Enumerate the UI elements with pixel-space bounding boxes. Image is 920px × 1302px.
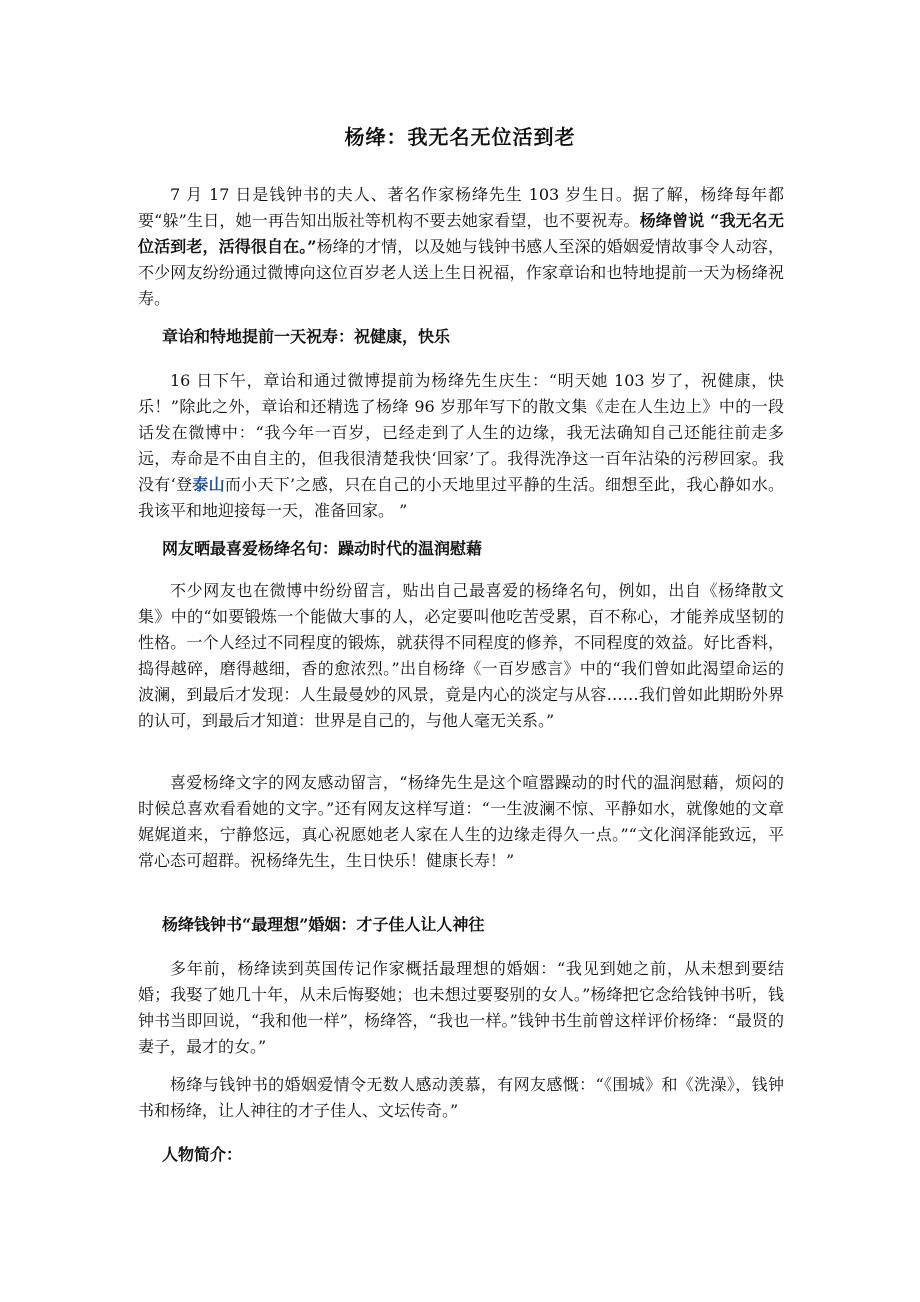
- paragraph-6: 杨绛与钱钟书的婚姻爱情令无数人感动羡慕，有网友感慨：“《围城》和《洗澡》，钱钟书和杨绛，让人神往的才子佳人、文坛传奇。”: [138, 1075, 784, 1120]
- taishan-link[interactable]: 泰山: [192, 475, 225, 494]
- intro-quote-bold: 杨绛曾说 “我无名无位活到老，活得很自在。”: [138, 211, 784, 256]
- paragraph-4: 喜爱杨绛文字的网友感动留言，“杨绛先生是这个喧嚣躁动的时代的温润慰藉，烦闷的时候总喜欢看看她的文字。”还有网友这样写道：“一生波澜不惊、平静如水，就像她的文章娓娓道来，宁静悠远，真心祝愿她老人家在人生的边缘走得久一点。”“文化润泽能致远，平常心态可超群。祝杨绛先生，生日快乐！健康长寿！”: [138, 773, 784, 870]
- section-heading-1: 章诒和特地提前一天祝寿：祝健康，快乐: [162, 327, 451, 346]
- paragraph-2-text-a: 16 日下午，章诒和通过微博提前为杨绛先生庆生：“明天她 103 岁了，祝健康，快乐！”除此之外，章诒和还精选了杨绛 96 岁那年写下的散文集《走在人生边上》中的一段话发在微博中：“我今年一百岁，已经走到了人生的边缘，我无法确知自己还能往前走多远，寿命是不由自主的，但我很清楚我快‘回家’了。我得洗净这一百年沾染的污秽回家。我没有‘登: [138, 371, 784, 494]
- paragraph-2: [138, 368, 784, 524]
- section-heading-4: 人物简介：: [162, 1145, 243, 1164]
- intro-text-a: 7 月 17 日是钱钟书的夫人、著名作家杨绛先生 103 岁生日。据了解，杨绛每年都要“躲”生日，她一再告知出版社等机构不要去她家看望，也不要祝寿。: [138, 185, 784, 230]
- intro-text-b: 杨绛的才情，以及她与钱钟书感人至深的婚姻爱情故事令人动容，不少网友纷纷通过微博向这位百岁老人送上生日祝福，作家章诒和也特地提前一天为杨绛祝寿。: [138, 237, 784, 308]
- paragraph-2-text-b: 而小天下’之感，只在自己的小天地里过平静的生活。细想至此，我心静如水。我该平和地迎接每一天，准备回家。 ”: [138, 475, 784, 520]
- paragraph-5: 多年前，杨绛读到英国传记作家概括最理想的婚姻：“我见到她之前，从未想到要结婚；我娶了她几十年，从未后悔娶她；也未想过要娶别的女人。”杨绛把它念给钱钟书听，钱钟书当即回说，“我和他一样”，杨绛答，“我也一样。”钱钟书生前曾这样评价杨绛：“最贤的妻子，最才的女。”: [138, 959, 784, 1056]
- section-heading-3: 杨绛钱钟书“最理想”婚姻：才子佳人让人神往: [162, 915, 485, 934]
- intro-paragraph: [138, 182, 784, 312]
- section-heading-2: 网友晒最喜爱杨绛名句：躁动时代的温润慰藉: [162, 539, 483, 558]
- page-title: 杨绛：我无名无位活到老: [344, 125, 576, 149]
- paragraph-3: 不少网友也在微博中纷纷留言，贴出自己最喜爱的杨绛名句，例如，出自《杨绛散文集》中的“如要锻炼一个能做大事的人，必定要叫他吃苦受累，百不称心，才能养成坚韧的性格。一个人经过不同程度的锻炼，就获得不同程度的修养，不同程度的效益。好比香料，捣得越碎，磨得越细，香的愈浓烈。”出自杨绛《一百岁感言》中的“我们曾如此渴望命运的波澜，到最后才发现：人生最曼妙的风景，竟是内心的淡定与从容……我们曾如此期盼外界的认可，到最后才知道：世界是自己的，与他人毫无关系。”: [138, 581, 784, 730]
